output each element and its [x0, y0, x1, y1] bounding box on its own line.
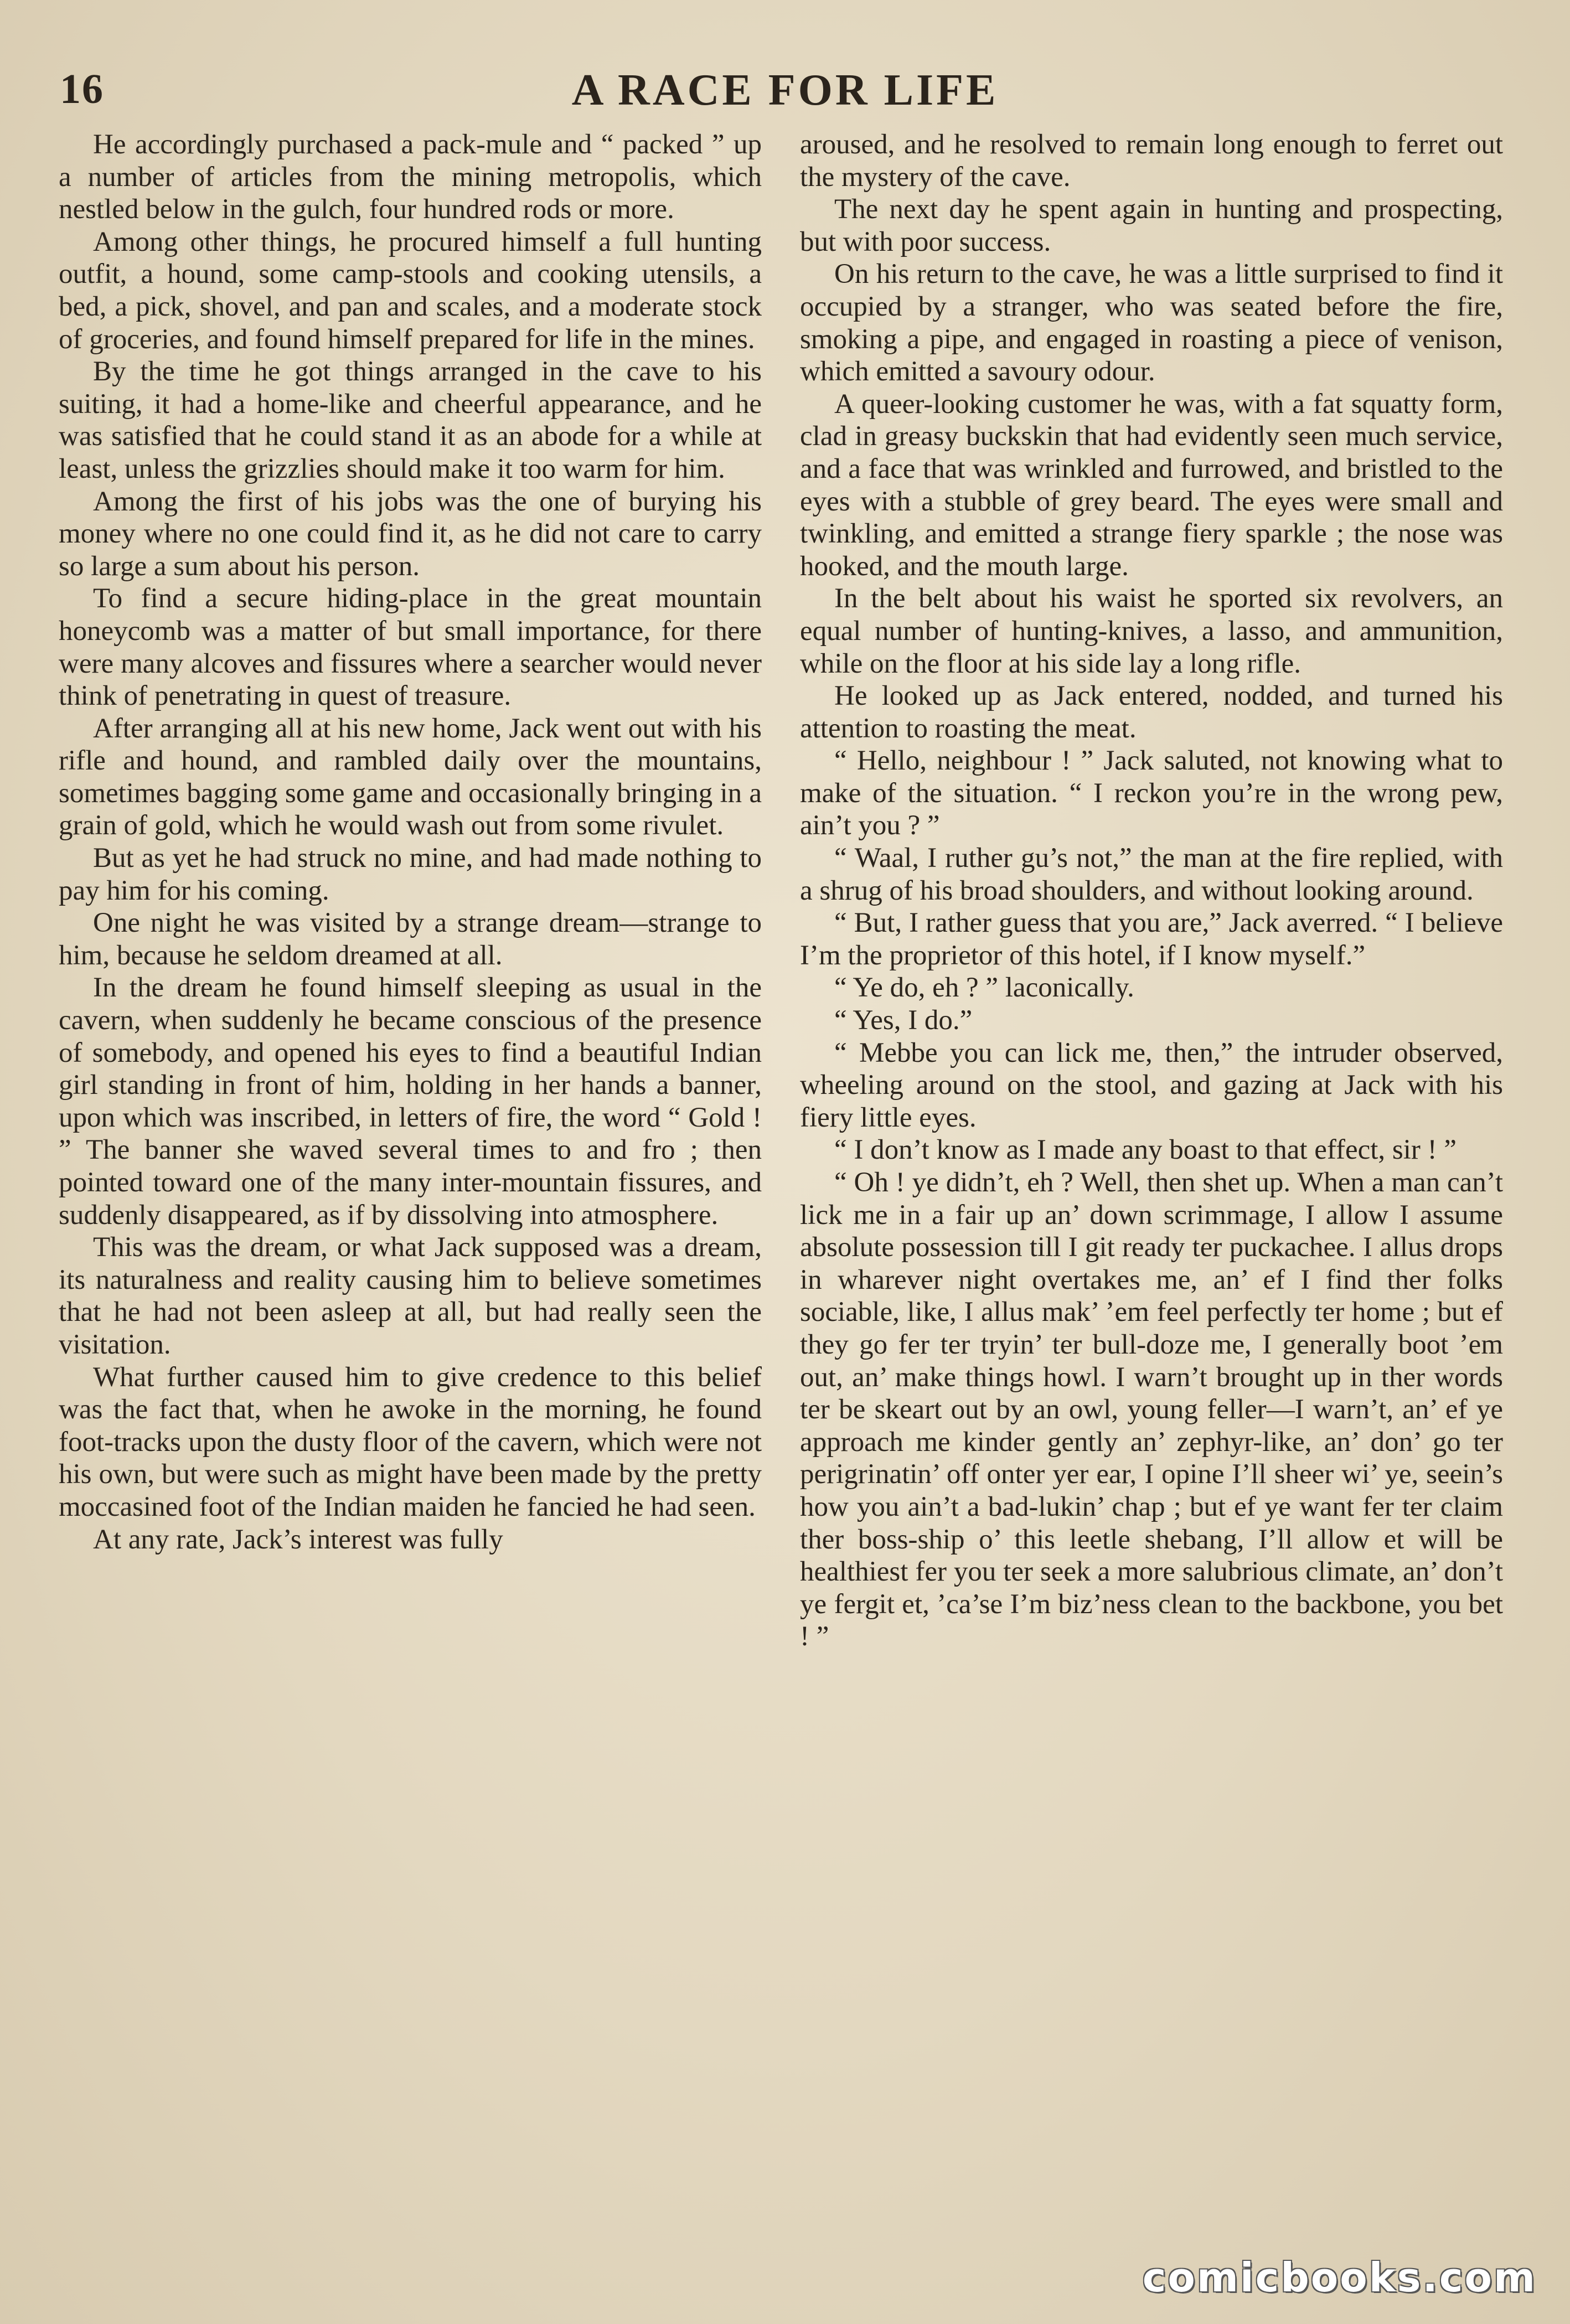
paragraph: “ But, I rather guess that you are,” Jack averred. “ I believe I’m the proprietor of this hotel, if I know myself.” [800, 907, 1503, 971]
paragraph: “ Oh ! ye didn’t, eh ? Well, then shet up. When a man can’t lick me in a fair up an’ down scrimmage, I allow I assume absolute possession till I git ready ter puckachee. I allus drops in wharever night overtakes me, an’ ef I find ther folks sociable, like, I allus mak’ ’em feel perfectly ter home ; but ef they go fer ter tryin’ ter bull-doze me, I generally boot ’em out, an’ make things howl. I warn’t brought up in ther words ter be skeart out by an owl, young feller—I warn’t, an’ ef ye approach me kinder gently an’ zephyr-like, an’ don’ go ter perigrinatin’ off onter yer ear, I opine I’ll sheer wi’ ye, seein’s how you ain’t a bad-lukin’ chap ; but ef ye want fer ter claim ther boss-ship o’ this leetle shebang, I’ll allow et will be healthiest fer you ter seek a more salubrious climate, an’ don’t ye fergit et, ’ca’se I’m biz’ness clean to the backbone, you bet ! ” [800, 1167, 1503, 1652]
paragraph: What further caused him to give credence to this belief was the fact that, when he awoke in the morning, he found foot-tracks upon the dusty floor of the cavern, which were not his own, but were such as might have been made by the pretty moccasined foot of the Indian maiden he fancied he had seen. [59, 1361, 762, 1522]
paragraph: “ Yes, I do.” [834, 1005, 973, 1036]
paragraph: But as yet he had struck no mine, and had made nothing to pay him for his coming. [59, 843, 762, 906]
paragraph: By the time he got things arranged in the cave to his suiting, it had a home-like and cheerful appearance, and he was satisfied that he could stand it as an abode for a while at least, unless the grizzlies should make it too warm for him. [59, 356, 762, 484]
paragraph-continued: aroused, and he resolved to remain long enough to ferret out the mystery of the cave. [800, 129, 1503, 193]
paragraph: Among other things, he procured himself a full hunting outfit, a hound, some camp-stools and cooking utensils, a bed, a pick, shovel, and pan and scales, and a moderate stock of groceries, and found himself prepared for life in the mines. [59, 226, 762, 355]
page-number: 16 [60, 66, 104, 112]
paragraph: In the belt about his waist he sported six revolvers, an equal number of hunting-knives, a lasso, and ammunition, while on the floor at his side lay a long rifle. [800, 583, 1503, 679]
paragraph: The next day he spent again in hunting and prospecting, but with poor success. [800, 194, 1503, 257]
paragraph: This was the dream, or what Jack supposed was a dream, its naturalness and reality causing him to believe sometimes that he had not been asleep at all, but had really seen the visitation. [59, 1232, 762, 1360]
paragraph: Among the first of his jobs was the one of burying his money where no one could find it, as he did not care to carry so large a sum about his person. [59, 486, 762, 582]
paragraph: After arranging all at his new home, Jack went out with his rifle and hound, and rambled daily over the mountains, sometimes bagging some game and occasionally bringing in a grain of gold, which he would wash out from some rivulet. [59, 712, 762, 841]
watermark-logo: comicbooks.com [1142, 2254, 1537, 2301]
paragraph: He looked up as Jack entered, nodded, and turned his attention to roasting the meat. [800, 680, 1503, 744]
paragraph: He accordingly purchased a pack-mule and “ packed ” up a number of articles from the mining metropolis, which nestled below in the gulch, four hundred rods or more. [59, 129, 762, 225]
paragraph: One night he was visited by a strange dream—strange to him, because he seldom dreamed at all. [59, 907, 762, 971]
paragraph: “ Mebbe you can lick me, then,” the intruder observed, wheeling around on the stool, and gazing at Jack with his fiery little eyes. [800, 1037, 1503, 1133]
paragraph: On his return to the cave, he was a little surprised to find it occupied by a stranger, who was seated before the fire, smoking a pipe, and engaged in roasting a piece of venison, which emitted a savoury odour. [800, 259, 1503, 388]
paragraph: To find a secure hiding-place in the great mountain honeycomb was a matter of but small importance, for there were many alcoves and fissures where a searcher would never think of penetrating in quest of treasure. [59, 583, 762, 712]
paragraph: “ Hello, neighbour ! ” Jack saluted, not knowing what to make of the situation. “ I reckon you’re in the wrong pew, ain’t you ? ” [800, 745, 1503, 841]
paragraph: A queer-looking customer he was, with a fat squatty form, clad in greasy buckskin that had evidently seen much service, and a face that was wrinkled and furrowed, and bristled to the eyes with a stubble of grey beard. The eyes were small and twinkling, and emitted a strange fiery sparkle ; the nose was hooked, and the mouth large. [800, 388, 1503, 582]
paragraph: In the dream he found himself sleeping as usual in the cavern, when suddenly he became conscious of the presence of somebody, and opened his eyes to find a beautiful Indian girl standing in front of him, holding in her hands a banner, upon which was inscribed, in letters of fire, the word “ Gold ! ” The banner she waved several times to and fro ; then pointed toward one of the many inter-mountain fissures, and suddenly disappeared, as if by dissolving into atmosphere. [59, 972, 762, 1231]
book-title: A RACE FOR LIFE [571, 66, 999, 115]
running-head [60, 65, 1510, 132]
paragraph: “ Ye do, eh ? ” laconically. [834, 972, 1134, 1004]
paragraph: “ Waal, I ruther gu’s not,” the man at the fire replied, with a shrug of his broad shoulders, and without looking around. [800, 843, 1503, 906]
paragraph: “ I don’t know as I made any boast to that effect, sir ! ” [834, 1134, 1457, 1166]
right-column [800, 128, 1503, 1653]
paragraph: At any rate, Jack’s interest was fully [93, 1523, 503, 1555]
left-column [59, 128, 762, 1556]
